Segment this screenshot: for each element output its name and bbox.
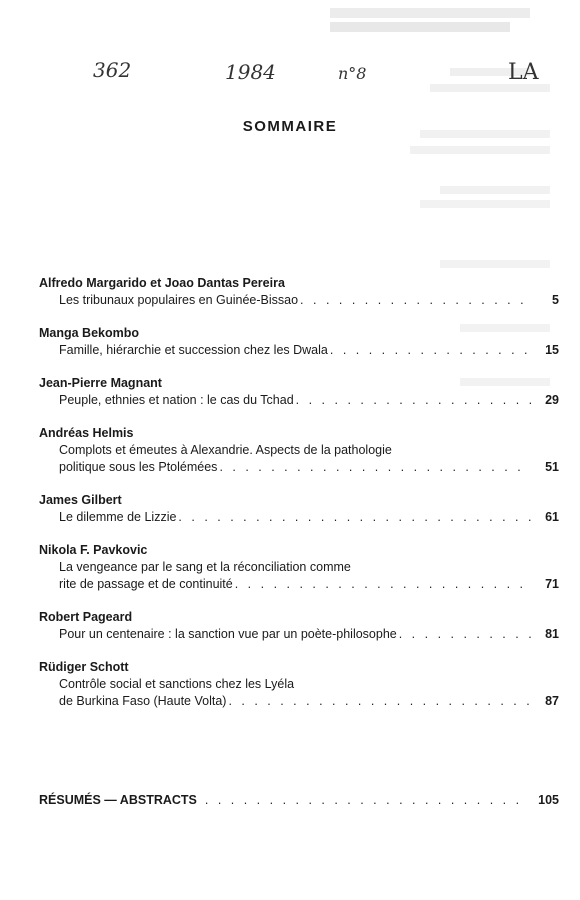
leader-dots bbox=[205, 793, 527, 807]
entry-title-line bbox=[59, 576, 559, 593]
entry-page: 87 bbox=[545, 694, 559, 708]
entry-author: Jean-Pierre Magnant bbox=[39, 376, 162, 390]
entry-title: Complots et émeutes à Alexandrie. Aspects de la pathologie bbox=[59, 443, 392, 457]
entry-title-line bbox=[59, 459, 559, 476]
entry-title-line bbox=[59, 442, 559, 459]
toc-entry bbox=[39, 542, 559, 593]
toc-entry bbox=[39, 609, 559, 643]
leader-dots bbox=[330, 342, 531, 359]
entry-title: Les tribunaux populaires en Guinée-Bissao bbox=[59, 293, 299, 307]
leader-dots bbox=[178, 509, 531, 526]
entry-title: de Burkina Faso (Haute Volta) bbox=[59, 694, 227, 708]
entry-author: Robert Pageard bbox=[39, 610, 133, 624]
handwritten-ref: 362 bbox=[93, 58, 132, 82]
entry-title: politique sous les Ptolémées bbox=[59, 460, 218, 474]
table-of-contents bbox=[39, 275, 559, 710]
toc-entry bbox=[39, 492, 559, 526]
entry-title-line bbox=[59, 559, 559, 576]
entry-author: Manga Bekombo bbox=[39, 326, 140, 340]
entry-page: 5 bbox=[552, 293, 559, 307]
handwritten-code: LA bbox=[508, 60, 539, 85]
handwritten-year: 1984 bbox=[225, 60, 276, 84]
handwritten-issue: n°8 bbox=[338, 64, 367, 83]
abstracts-line bbox=[39, 793, 559, 807]
entry-page: 15 bbox=[545, 343, 559, 357]
entry-author: Rüdiger Schott bbox=[39, 660, 129, 674]
entry-title-line bbox=[59, 676, 559, 693]
entry-title: Famille, hiérarchie et succession chez les Dwala bbox=[59, 343, 328, 357]
entry-page: 81 bbox=[545, 627, 559, 641]
entry-title: Pour un centenaire : la sanction vue par un poète-philosophe bbox=[59, 627, 397, 641]
entry-title-line bbox=[59, 342, 559, 359]
entry-page: 29 bbox=[545, 393, 559, 407]
entry-page: 71 bbox=[545, 577, 559, 591]
page-title: SOMMAIRE bbox=[242, 118, 338, 135]
leader-dots bbox=[235, 576, 531, 593]
leader-dots bbox=[219, 459, 531, 476]
toc-entry bbox=[39, 375, 559, 409]
abstracts-label: RÉSUMÉS — ABSTRACTS bbox=[39, 793, 197, 807]
leader-dots bbox=[228, 693, 531, 710]
entry-author: Alfredo Margarido et Joao Dantas Pereira bbox=[39, 276, 285, 290]
leader-dots bbox=[399, 626, 531, 643]
entry-title-line bbox=[59, 292, 559, 309]
entry-title: Contrôle social et sanctions chez les Lyéla bbox=[59, 677, 295, 691]
entry-author: Andréas Helmis bbox=[39, 426, 134, 440]
abstracts-page: 105 bbox=[538, 793, 559, 807]
entry-author: Nikola F. Pavkovic bbox=[39, 543, 148, 557]
entry-title: Peuple, ethnies et nation : le cas du Tchad bbox=[59, 393, 294, 407]
entry-title: rite de passage et de continuité bbox=[59, 577, 233, 591]
entry-title-line bbox=[59, 392, 559, 409]
entry-page: 51 bbox=[545, 460, 559, 474]
entry-title: La vengeance par le sang et la réconciliation comme bbox=[59, 560, 351, 574]
entry-title-line bbox=[59, 693, 559, 710]
toc-entry bbox=[39, 425, 559, 476]
leader-dots bbox=[300, 292, 531, 309]
entry-author: James Gilbert bbox=[39, 493, 122, 507]
entry-title-line bbox=[59, 626, 559, 643]
toc-entry bbox=[39, 325, 559, 359]
entry-title: Le dilemme de Lizzie bbox=[59, 510, 177, 524]
toc-entry bbox=[39, 659, 559, 710]
toc-entry bbox=[39, 275, 559, 309]
entry-title-line bbox=[59, 509, 559, 526]
leader-dots bbox=[296, 392, 531, 409]
entry-page: 61 bbox=[545, 510, 559, 524]
